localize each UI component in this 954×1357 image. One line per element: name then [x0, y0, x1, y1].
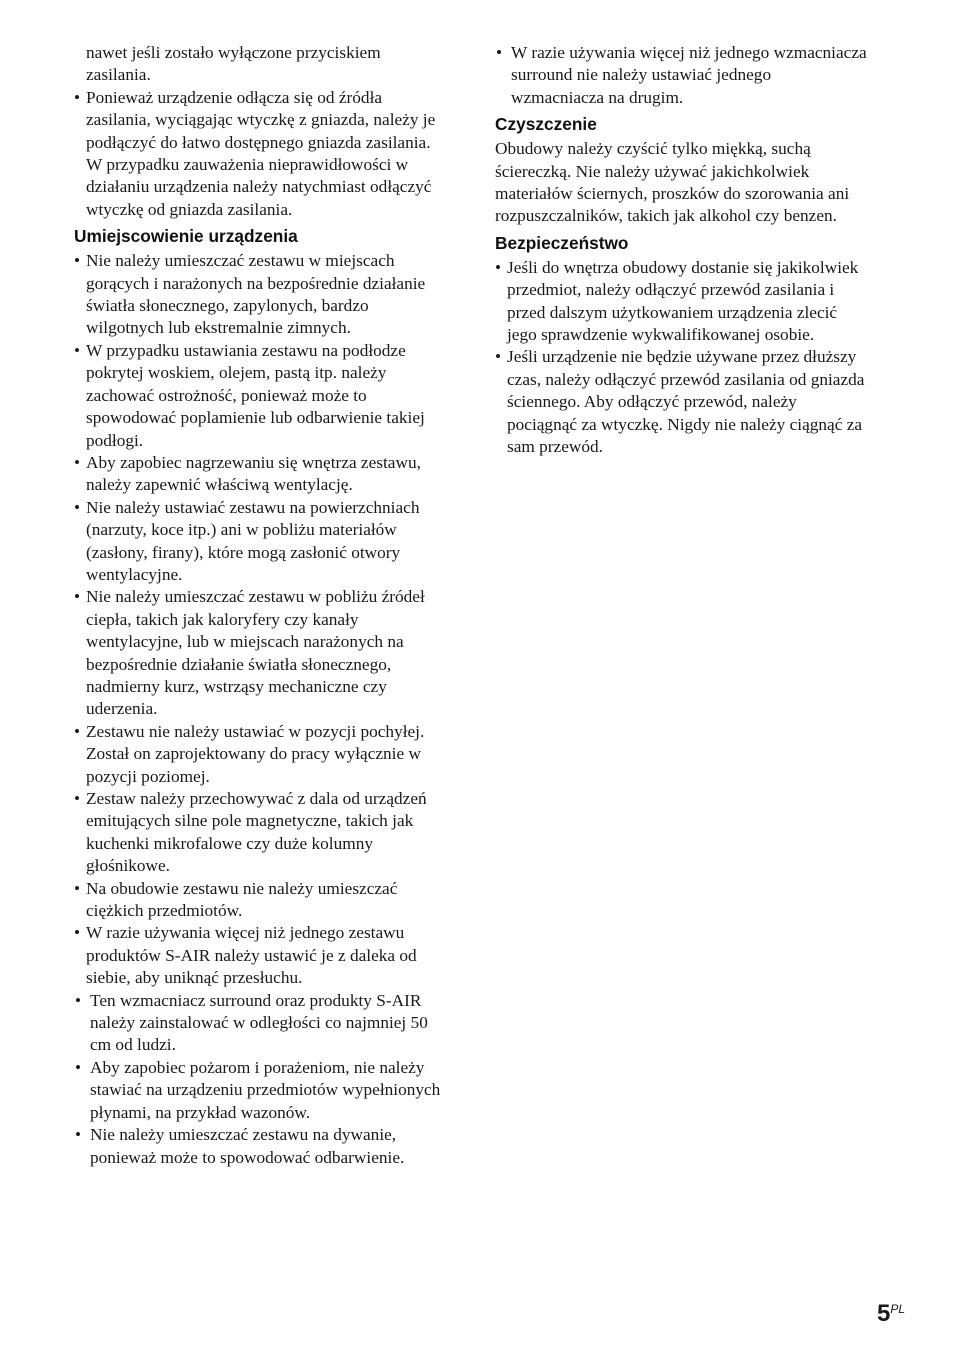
bullet-item: • Aby zapobiec pożarom i porażeniom, nie należy stawiać na urządzeniu przedmiotów wypełnionych płynami, na przykład wazonów.	[74, 1057, 446, 1124]
cleaning-paragraph: Obudowy należy czyścić tylko miękką, suchą ściereczką. Nie należy używać jakichkolwiek materiałów ściernych, proszków do szorowania ani rozpuszczalników, takich jak alkohol czy benzen.	[495, 139, 850, 226]
bullet-item: • Na obudowie zestawu nie należy umieszczać ciężkich przedmiotów.	[74, 878, 446, 923]
bullet-item: • Aby zapobiec nagrzewaniu się wnętrza zestawu, należy zapewnić właściwą wentylację.	[74, 452, 446, 497]
continued-paragraph: nawet jeśli zostało wyłączone przyciskiem zasilania.	[86, 43, 381, 85]
bullet-item: • Nie należy ustawiać zestawu na powierzchniach (narzuty, koce itp.) ani w pobliżu materiałów (zasłony, firany), które mogą zasłonić otwory wentylacyjne.	[74, 497, 446, 587]
bullet-item: • Zestawu nie należy ustawiać w pozycji pochyłej. Został on zaprojektowany do pracy wyłącznie w pozycji poziomej.	[74, 721, 446, 788]
bullet-item: • Ten wzmacniacz surround oraz produkty S-AIR należy zainstalować w odległości co najmniej 50 cm od ludzi.	[74, 990, 446, 1057]
bullet-item: • W przypadku ustawiania zestawu na podłodze pokrytej woskiem, olejem, pastą itp. należy zachować ostrożność, ponieważ może to spowodować poplamienie lub odbarwienie takiej podłogi.	[74, 340, 446, 452]
language-code: PL	[890, 1302, 906, 1316]
bullet-item: • Jeśli urządzenie nie będzie używane przez dłuższy czas, należy odłączyć przewód zasilania od gniazda ściennego. Aby odłączyć przewód, należy pociągnąć za wtyczkę. Nigdy nie należy ciągnąć za sam przewód.	[495, 346, 867, 458]
section-heading-cleaning: Czyszczenie	[495, 114, 597, 135]
bullet-item: • Jeśli do wnętrza obudowy dostanie się jakikolwiek przedmiot, należy odłączyć przewód zasilania i przed dalszym użytkowaniem urządzenia zlecić jego sprawdzenie wykwalifikowanej osobie.	[495, 257, 867, 347]
bullet-item-power: • Ponieważ urządzenie odłącza się od źródła zasilania, wyciągając wtyczkę z gniazda, należy je podłączyć do łatwo dostępnego gniazda zasilania. W przypadku zauważenia nieprawidłowości w działaniu urządzenia należy natychmiast odłączyć wtyczkę od gniazda zasilania.	[74, 87, 446, 221]
page-number-value: 5	[877, 1300, 891, 1327]
bullet-item: • Zestaw należy przechowywać z dala od urządzeń emitujących silne pole magnetyczne, takich jak kuchenki mikrofalowe czy duże kolumny głośnikowe.	[74, 788, 446, 878]
right-column	[495, 42, 867, 459]
bullet-item-surround: • W razie używania więcej niż jednego wzmacniacza surround nie należy ustawiać jednego wzmacniacza na drugim.	[495, 42, 867, 109]
section-heading-safety: Bezpieczeństwo	[495, 232, 629, 253]
page-number	[877, 1300, 905, 1328]
left-column	[74, 42, 446, 1169]
section-heading-placement: Umiejscowienie urządzenia	[74, 226, 298, 247]
bullet-item: • Nie należy umieszczać zestawu na dywanie, ponieważ może to spowodować odbarwienie.	[74, 1124, 446, 1169]
bullet-item: • Nie należy umieszczać zestawu w miejscach gorących i narażonych na bezpośrednie działanie światła słonecznego, zapylonych, bardzo wilgotnych lub ekstremalnie zimnych.	[74, 250, 446, 340]
bullet-item: • W razie używania więcej niż jednego zestawu produktów S-AIR należy ustawić je z daleka od siebie, aby uniknąć przesłuchu.	[74, 922, 446, 989]
bullet-item: • Nie należy umieszczać zestawu w pobliżu źródeł ciepła, takich jak kaloryfery czy kanały wentylacyjne, lub w miejscach narażonych na bezpośrednie działanie światła słonecznego, nadmierny kurz, wstrząsy mechaniczne czy uderzenia.	[74, 586, 446, 720]
